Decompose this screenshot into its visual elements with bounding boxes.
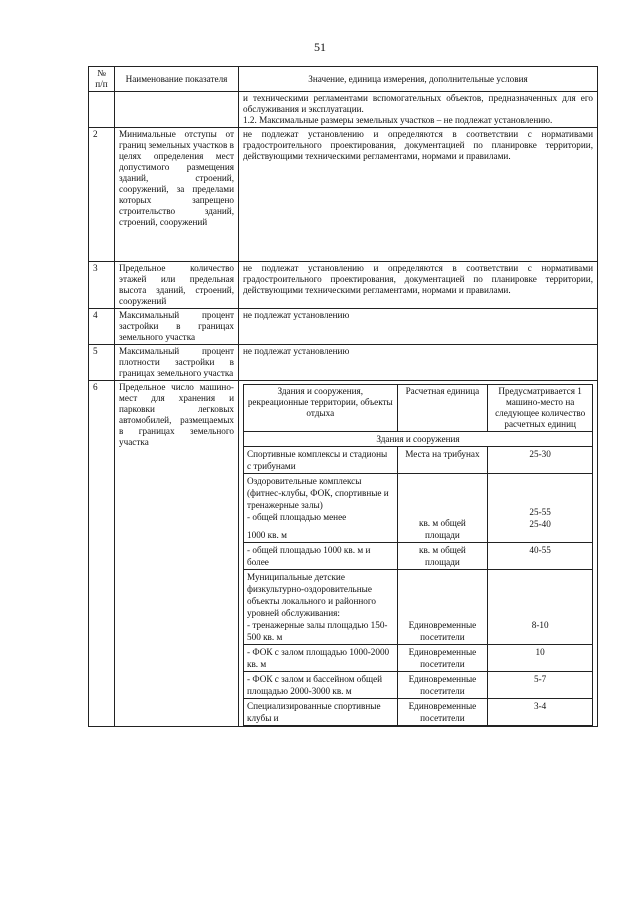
header-value: Значение, единица измерения, дополнительные условия [239,67,598,92]
parking-unit: кв. м общей площади [397,543,488,570]
parking-ratio [488,474,593,543]
parking-header-ratio: Предусматривается 1 машино-место на следующее количество расчетных единиц [488,385,593,432]
row-value: не подлежат установлению [239,345,598,381]
parking-object: Специализированные спортивные клубы и [244,699,398,726]
parking-object: - ФОК с залом площадью 1000-2000 кв. м [244,645,398,672]
row-value: не подлежат установлению и определяются в соответствии с нормативами градостроительного проектирования, документацией по планировке территории, действующими техническими регламентами, нормами и правилами. [239,128,598,262]
table-row [89,262,598,309]
table-header-row [89,67,598,92]
parking-row [244,672,593,699]
parking-ratio-value: 8-10 [531,620,549,630]
parking-ratio-value: 25-55 [529,507,551,517]
parking-header-object: Здания и сооружения, рекреационные территории, объекты отдыха [244,385,398,432]
parking-ratio: 25-30 [488,447,593,474]
parking-object-line: Оздоровительные комплексы (фитнес-клубы, ФОК, спортивные и тренажерные залы) [247,476,389,510]
regulations-table [88,66,598,727]
row-name: Минимальные отступы от границ земельных участков в целях определения мест допустимого размещения зданий, строений, сооружений, за пределами которых запрещено строительство зданий, строений, сооружений [115,128,239,262]
parking-row [244,447,593,474]
row-num: 2 [89,128,115,262]
row-value-line: 1.2. Максимальные размеры земельных участков – не подлежат установлению. [243,115,553,125]
row-value: не подлежат установлению и определяются в соответствии с нормативами градостроительного проектирования, документацией по планировке территории, действующими техническими регламентами, нормами и правилами. [239,262,598,309]
row-num: 3 [89,262,115,309]
row-name: Предельное число машино-мест для хранения и парковки легковых автомобилей, размещаемых в границах земельного участка [115,381,239,727]
parking-unit: кв. м общей площади [397,474,488,543]
parking-section-title: Здания и сооружения [244,432,593,447]
parking-object-line: Муниципальные детские физкультурно-оздоровительные объекты локального и районного уровней обслуживания: [247,572,377,618]
row-name: Предельное количество этажей или предельная высота зданий, строений, сооружений [115,262,239,309]
parking-section-row [244,432,593,447]
row-num: 6 [89,381,115,727]
row-name: Максимальный процент застройки в границах земельного участка [115,309,239,345]
row-value [239,381,598,727]
table-row [89,381,598,727]
page-number: 51 [314,40,326,54]
parking-row [244,543,593,570]
parking-row [244,699,593,726]
parking-object: - общей площадью 1000 кв. м и более [244,543,398,570]
table-row [89,309,598,345]
row-value [239,92,598,128]
header-num: № п/п [89,67,115,92]
parking-object [244,474,398,543]
parking-object-line: 1000 кв. м [247,530,287,540]
parking-row [244,474,593,543]
parking-ratio: 5-7 [488,672,593,699]
parking-object: Спортивные комплексы и стадионы с трибунами [244,447,398,474]
table-row [89,345,598,381]
parking-row [244,570,593,645]
parking-row [244,645,593,672]
parking-unit: Места на трибунах [397,447,488,474]
row-name: Максимальный процент плотности застройки в границах земельного участка [115,345,239,381]
row-num: 4 [89,309,115,345]
parking-object [244,570,398,645]
parking-ratio: 40-55 [488,543,593,570]
parking-object-line: - тренажерные залы площадью 150-500 кв. м [247,620,388,642]
parking-ratio [488,570,593,645]
parking-object: - ФОК с залом и бассейном общей площадью 2000-3000 кв. м [244,672,398,699]
parking-unit: Единовременные посетители [397,570,488,645]
parking-unit: Единовременные посетители [397,672,488,699]
row-num: 5 [89,345,115,381]
parking-header-unit: Расчетная единица [397,385,488,432]
row-value: не подлежат установлению [239,309,598,345]
header-name: Наименование показателя [115,67,239,92]
parking-ratio: 10 [488,645,593,672]
row-num [89,92,115,128]
parking-header-row [244,385,593,432]
parking-object-line: - общей площадью менее [247,512,347,522]
row-value-line: и техническими регламентами вспомогательных объектов, предназначенных для его обслуживания и эксплуатации. [243,93,593,114]
parking-unit: Единовременные посетители [397,699,488,726]
parking-unit: Единовременные посетители [397,645,488,672]
table-row [89,128,598,262]
parking-ratio: 3-4 [488,699,593,726]
table-row-continuation [89,92,598,128]
parking-ratio-value: 25-40 [529,519,551,529]
row-name [115,92,239,128]
parking-norms-table [243,384,593,726]
